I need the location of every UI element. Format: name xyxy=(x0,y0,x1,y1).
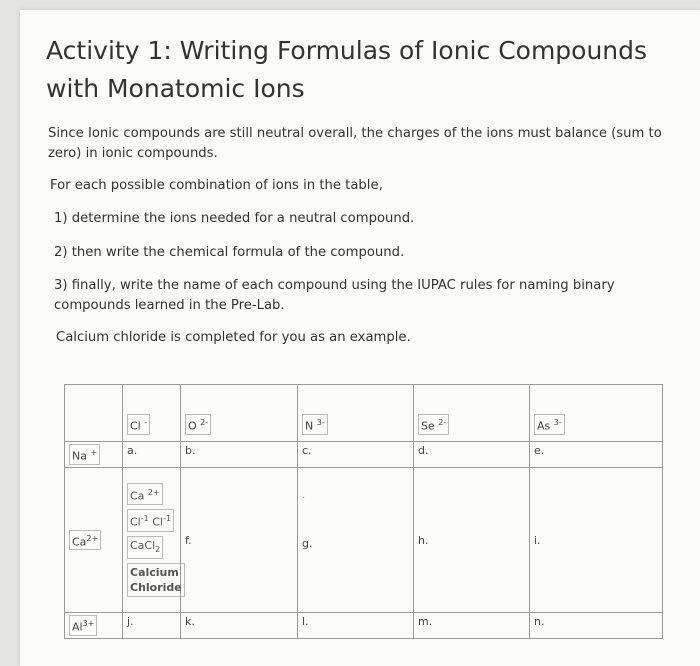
example-cell xyxy=(123,467,181,612)
intro-text: Since Ionic compounds are still neutral overall, the charges of the ions must balance (sum to zero) in ionic compounds. xyxy=(48,126,662,161)
table-row xyxy=(65,613,663,639)
example-calcium-chloride xyxy=(127,483,182,598)
header-as: As $^{3-}$ xyxy=(530,385,663,442)
corner-cell xyxy=(65,385,123,442)
cation-al: $Al^{3+}$ xyxy=(65,613,123,639)
header-se: Se $^{2-}$ xyxy=(414,385,530,442)
page-title: Activity 1: Writing Formulas of Ionic Compounds with Monatomic Ions xyxy=(46,36,648,103)
example-ion-ca: Ca $^{2+}$ xyxy=(127,483,163,506)
header-cl: Cl - xyxy=(123,385,181,442)
table-row xyxy=(65,442,663,468)
answer-cell-k[interactable]: k. xyxy=(181,613,298,639)
step-2-text: 2) then write the chemical formula of the compound. xyxy=(54,245,405,260)
answer-cell-i[interactable]: i. xyxy=(530,467,663,612)
answer-cell-c[interactable]: c. xyxy=(298,442,414,468)
answer-cell-g[interactable]: . g. xyxy=(298,467,414,612)
answer-cell-h[interactable]: h. xyxy=(414,467,530,612)
table-row xyxy=(65,467,663,612)
answer-cell-m[interactable]: m. xyxy=(414,613,530,639)
instruction-text: For each possible combination of ions in the table, xyxy=(50,178,383,193)
header-n: N $^{3-}$ xyxy=(298,385,414,442)
answer-cell-l[interactable]: l. xyxy=(298,613,414,639)
answer-cell-j[interactable]: j. xyxy=(123,613,181,639)
answer-cell-d[interactable]: d. xyxy=(414,442,530,468)
header-o: O $^{2-}$ xyxy=(181,385,298,442)
worksheet-page xyxy=(20,10,700,666)
answer-cell-e[interactable]: e. xyxy=(530,442,663,468)
answer-cell-f[interactable]: f. xyxy=(181,467,298,612)
cation-na: Na + xyxy=(65,442,123,468)
step-3-text: 3) finally, write the name of each compound using the IUPAC rules for naming binary compounds learned in the Pre-Lab. xyxy=(54,278,615,313)
answer-cell-a[interactable]: a. xyxy=(123,442,181,468)
answer-cell-n[interactable]: n. xyxy=(530,613,663,639)
example-name: Calcium Chloride xyxy=(127,563,185,597)
answer-cell-b[interactable]: b. xyxy=(181,442,298,468)
example-ions-cl: $Cl^{-1}$ $Cl^{-1}$ xyxy=(127,509,174,532)
stray-mark: . xyxy=(302,490,306,502)
anion-header-row xyxy=(65,385,663,442)
step-1-text: 1) determine the ions needed for a neutral compound. xyxy=(54,211,415,226)
cation-ca: $Ca^{2+}$ xyxy=(65,467,123,612)
ionic-compounds-table xyxy=(64,384,663,639)
example-note-text: Calcium chloride is completed for you as an example. xyxy=(56,330,411,345)
example-formula: CaCl$_2$ xyxy=(127,536,163,559)
